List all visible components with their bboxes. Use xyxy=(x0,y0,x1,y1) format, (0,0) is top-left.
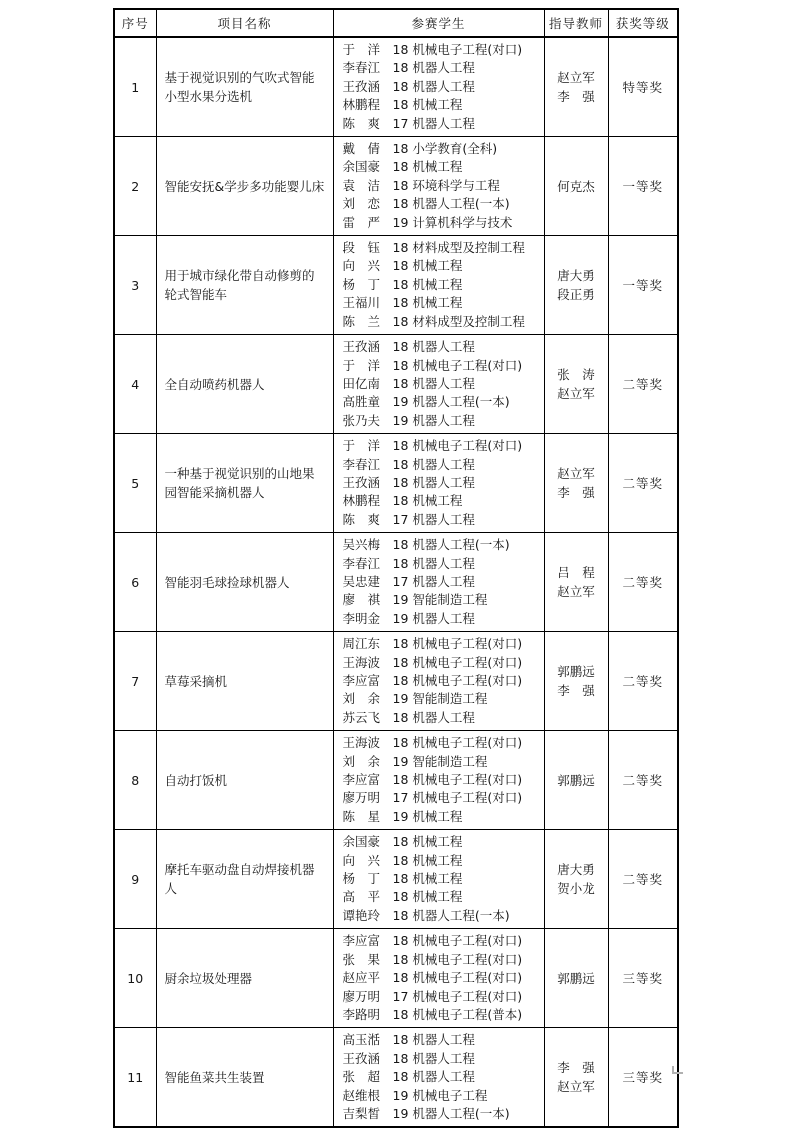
student-name: 李春江 xyxy=(342,555,381,571)
student-major: 18 机械电子工程(对口) xyxy=(392,970,523,986)
teacher-name: 郭鹏远 xyxy=(557,970,595,986)
student-line xyxy=(343,1006,540,1024)
row-number-cell: 7 xyxy=(114,632,156,731)
student-major: 18 机器人工程 xyxy=(392,1032,475,1048)
student-name: 陈 星 xyxy=(342,808,381,824)
teacher-name: 贺小龙 xyxy=(557,881,595,897)
student-major: 18 机械电子工程(对口) xyxy=(392,735,523,751)
student-major: 19 计算机科学与技术 xyxy=(392,214,513,230)
student-name: 于 洋 xyxy=(342,357,381,373)
student-line xyxy=(343,276,540,294)
project-name-cell: 全自动喷药机器人 xyxy=(156,335,333,434)
student-name: 王孜涵 xyxy=(342,78,381,94)
teacher-name: 唐大勇 xyxy=(557,268,595,284)
award-table xyxy=(113,8,679,1128)
teachers-cell xyxy=(544,137,608,236)
students-cell xyxy=(333,37,544,137)
project-name-cell: 厨余垃圾处理器 xyxy=(156,929,333,1028)
student-name: 廖万明 xyxy=(342,988,381,1004)
row-number-cell: 11 xyxy=(114,1028,156,1128)
student-name: 刘 恋 xyxy=(342,196,381,212)
student-major: 17 机器人工程 xyxy=(392,115,475,131)
student-major: 18 机械工程 xyxy=(392,834,463,850)
row-number-cell: 9 xyxy=(114,830,156,929)
students-cell xyxy=(333,830,544,929)
students-cell xyxy=(333,335,544,434)
teachers-cell xyxy=(544,533,608,632)
student-major: 18 机器人工程 xyxy=(392,1069,475,1085)
student-line xyxy=(343,1105,540,1123)
student-line xyxy=(343,610,540,628)
student-line xyxy=(343,852,540,870)
row-number-cell: 2 xyxy=(114,137,156,236)
table-row xyxy=(114,1028,678,1128)
student-line xyxy=(343,357,540,375)
student-name: 向 兴 xyxy=(342,852,381,868)
student-name: 李春江 xyxy=(342,456,381,472)
student-major: 18 机械工程 xyxy=(392,871,463,887)
student-name: 吉梨皙 xyxy=(342,1105,381,1121)
student-major: 18 机器人工程 xyxy=(392,78,475,94)
table-row xyxy=(114,434,678,533)
award-cell: 二等奖 xyxy=(608,731,678,830)
student-major: 18 机器人工程 xyxy=(392,1050,475,1066)
student-name: 高胜童 xyxy=(342,394,381,410)
student-major: 19 智能制造工程 xyxy=(392,753,488,769)
students-cell xyxy=(333,1028,544,1128)
student-name: 王孜涵 xyxy=(342,474,381,490)
row-number-cell: 3 xyxy=(114,236,156,335)
teacher-name: 张 涛 xyxy=(557,367,595,383)
table-row xyxy=(114,830,678,929)
student-name: 李明金 xyxy=(342,610,381,626)
student-line xyxy=(343,969,540,987)
student-major: 18 机械电子工程(对口) xyxy=(392,673,523,688)
header-row xyxy=(114,9,678,37)
student-major: 18 机器人工程 xyxy=(392,709,475,725)
student-line xyxy=(343,412,540,430)
teacher-name: 李 强 xyxy=(557,89,595,105)
student-name: 陈 兰 xyxy=(342,313,381,329)
student-line xyxy=(343,734,540,752)
project-name-cell: 智能羽毛球捡球机器人 xyxy=(156,533,333,632)
row-number-cell: 6 xyxy=(114,533,156,632)
teachers-cell xyxy=(544,929,608,1028)
row-number-cell: 1 xyxy=(114,37,156,137)
student-major: 18 机械电子工程(对口) xyxy=(392,933,523,949)
student-name: 杨 丁 xyxy=(342,276,381,292)
award-cell: 二等奖 xyxy=(608,830,678,929)
student-line xyxy=(343,833,540,851)
table-row xyxy=(114,929,678,1028)
student-name: 袁 洁 xyxy=(342,177,381,193)
student-line xyxy=(343,635,540,653)
student-major: 18 机械电子工程(对口) xyxy=(392,438,523,454)
teachers-cell xyxy=(544,830,608,929)
student-name: 李应富 xyxy=(342,772,381,788)
teacher-name: 郭鹏远 xyxy=(557,664,595,680)
student-line xyxy=(343,1031,540,1049)
student-name: 王孜涵 xyxy=(342,1050,381,1066)
student-name: 李春江 xyxy=(342,60,381,76)
student-major: 18 材料成型及控制工程 xyxy=(392,240,525,256)
student-major: 18 机械电子工程(对口) xyxy=(392,772,523,788)
student-name: 林鹏程 xyxy=(342,97,381,113)
student-line xyxy=(343,888,540,906)
teacher-name: 赵立军 xyxy=(557,584,595,600)
student-line xyxy=(343,313,540,331)
student-line xyxy=(343,96,540,114)
teachers-cell xyxy=(544,37,608,137)
student-line xyxy=(343,1050,540,1068)
student-major: 17 机器人工程 xyxy=(392,511,475,527)
student-line xyxy=(343,870,540,888)
student-line xyxy=(343,437,540,455)
student-name: 廖 祺 xyxy=(342,592,381,608)
student-name: 向 兴 xyxy=(342,258,381,274)
student-name: 戴 倩 xyxy=(342,141,381,157)
project-name-cell: 自动打饭机 xyxy=(156,731,333,830)
student-name: 雷 严 xyxy=(342,214,381,230)
student-line xyxy=(343,158,540,176)
student-line xyxy=(343,709,540,727)
student-major: 18 机器人工程 xyxy=(392,339,475,355)
student-major: 19 机器人工程(一本) xyxy=(392,394,510,410)
teacher-name: 何克杰 xyxy=(557,178,595,194)
student-major: 19 机械电子工程 xyxy=(392,1087,488,1103)
student-major: 18 机械工程 xyxy=(392,97,463,113)
student-name: 余国豪 xyxy=(342,834,381,850)
student-name: 刘 余 xyxy=(342,753,381,769)
student-line xyxy=(343,1087,540,1105)
student-line xyxy=(343,591,540,609)
teacher-name: 赵立军 xyxy=(557,466,595,482)
student-major: 19 智能制造工程 xyxy=(392,592,488,608)
student-major: 18 机器人工程(一本) xyxy=(392,907,510,923)
student-major: 18 环境科学与工程 xyxy=(392,177,500,193)
student-major: 18 机器人工程(一本) xyxy=(392,537,510,553)
student-line xyxy=(343,907,540,925)
student-major: 18 材料成型及控制工程 xyxy=(392,313,525,329)
student-name: 吴忠建 xyxy=(342,573,381,589)
student-major: 18 机械电子工程(对口) xyxy=(392,654,523,670)
award-cell: 特等奖 xyxy=(608,37,678,137)
award-cell: 一等奖 xyxy=(608,236,678,335)
table-row xyxy=(114,731,678,830)
student-line xyxy=(343,177,540,195)
project-name-cell: 用于城市绿化带自动修剪的轮式智能车 xyxy=(156,236,333,335)
student-major: 17 机械电子工程(对口) xyxy=(392,988,523,1004)
student-line xyxy=(343,672,540,690)
award-cell: 二等奖 xyxy=(608,533,678,632)
award-cell: 二等奖 xyxy=(608,335,678,434)
student-major: 18 机械电子工程(对口) xyxy=(392,42,523,57)
student-major: 18 机器人工程(一本) xyxy=(392,196,510,212)
student-name: 田亿南 xyxy=(342,375,381,391)
student-line xyxy=(343,338,540,356)
project-name-cell: 一种基于视觉识别的山地果园智能采摘机器人 xyxy=(156,434,333,533)
students-cell xyxy=(333,533,544,632)
student-line xyxy=(343,753,540,771)
student-name: 苏云飞 xyxy=(342,709,381,725)
students-cell xyxy=(333,929,544,1028)
student-line xyxy=(343,951,540,969)
row-number-cell: 8 xyxy=(114,731,156,830)
student-major: 18 机械工程 xyxy=(392,889,463,905)
student-line xyxy=(343,456,540,474)
award-cell: 三等奖 xyxy=(608,929,678,1028)
project-name-cell: 草莓采摘机 xyxy=(156,632,333,731)
student-line xyxy=(343,115,540,133)
teacher-name: 段正勇 xyxy=(557,287,595,303)
project-name-cell: 基于视觉识别的气吹式智能小型水果分选机 xyxy=(156,37,333,137)
student-name: 张 果 xyxy=(342,951,381,967)
student-major: 18 机器人工程 xyxy=(392,60,475,76)
teacher-name: 李 强 xyxy=(557,1060,595,1076)
student-major: 18 机械工程 xyxy=(392,159,463,175)
table-row xyxy=(114,533,678,632)
student-major: 18 机器人工程 xyxy=(392,375,475,391)
student-line xyxy=(343,771,540,789)
student-name: 张乃夫 xyxy=(342,412,381,428)
student-major: 19 智能制造工程 xyxy=(392,691,488,707)
students-cell xyxy=(333,236,544,335)
student-major: 18 机器人工程 xyxy=(392,456,475,472)
student-name: 李路明 xyxy=(342,1006,381,1022)
student-line xyxy=(343,1068,540,1086)
teachers-cell xyxy=(544,632,608,731)
col-header-award: 获奖等级 xyxy=(608,9,678,37)
student-name: 周江东 xyxy=(342,636,381,652)
student-line xyxy=(343,988,540,1006)
student-name: 陈 爽 xyxy=(342,115,381,131)
students-cell xyxy=(333,434,544,533)
student-name: 段 钰 xyxy=(342,240,381,256)
student-major: 18 机械工程 xyxy=(392,295,463,311)
students-cell xyxy=(333,731,544,830)
award-cell: 二等奖 xyxy=(608,632,678,731)
student-line xyxy=(343,789,540,807)
col-header-students: 参赛学生 xyxy=(333,9,544,37)
student-major: 18 机器人工程 xyxy=(392,555,475,571)
teachers-cell xyxy=(544,335,608,434)
student-line xyxy=(343,808,540,826)
student-name: 李应富 xyxy=(342,933,381,949)
student-major: 18 机械工程 xyxy=(392,852,463,868)
student-major: 18 机械电子工程(对口) xyxy=(392,357,523,373)
students-cell xyxy=(333,632,544,731)
student-line xyxy=(343,690,540,708)
row-number-cell: 5 xyxy=(114,434,156,533)
student-line xyxy=(343,474,540,492)
award-cell: 一等奖 xyxy=(608,137,678,236)
student-major: 19 机器人工程 xyxy=(392,610,475,626)
teachers-cell xyxy=(544,236,608,335)
page-corner-artifact xyxy=(672,1066,683,1074)
student-name: 王孜涵 xyxy=(342,339,381,355)
student-major: 19 机器人工程 xyxy=(392,412,475,428)
teacher-name: 李 强 xyxy=(557,683,595,699)
student-name: 于 洋 xyxy=(342,438,381,454)
col-header-no: 序号 xyxy=(114,9,156,37)
teacher-name: 李 强 xyxy=(557,485,595,501)
row-number-cell: 10 xyxy=(114,929,156,1028)
students-cell xyxy=(333,137,544,236)
student-name: 王福川 xyxy=(342,295,381,311)
teachers-cell xyxy=(544,434,608,533)
student-name: 高 平 xyxy=(342,889,381,905)
student-major: 18 机械工程 xyxy=(392,258,463,274)
student-major: 18 机械工程 xyxy=(392,276,463,292)
student-major: 19 机械工程 xyxy=(392,808,463,824)
student-line xyxy=(343,257,540,275)
student-name: 刘 余 xyxy=(342,691,381,707)
student-line xyxy=(343,573,540,591)
teacher-name: 赵立军 xyxy=(557,70,595,86)
row-number-cell: 4 xyxy=(114,335,156,434)
table-row xyxy=(114,335,678,434)
student-line xyxy=(343,393,540,411)
student-major: 18 机器人工程 xyxy=(392,474,475,490)
student-name: 谭艳玲 xyxy=(342,907,381,923)
award-cell: 二等奖 xyxy=(608,434,678,533)
student-name: 廖万明 xyxy=(342,790,381,806)
student-major: 18 机械电子工程(对口) xyxy=(392,636,523,652)
teacher-name: 吕 程 xyxy=(557,565,595,581)
student-name: 陈 爽 xyxy=(342,511,381,527)
table-row xyxy=(114,37,678,137)
student-major: 19 机器人工程(一本) xyxy=(392,1105,510,1121)
student-name: 王海波 xyxy=(342,654,381,670)
table-row xyxy=(114,236,678,335)
award-cell: 三等奖 xyxy=(608,1028,678,1128)
teacher-name: 赵立军 xyxy=(557,1079,595,1095)
teachers-cell xyxy=(544,731,608,830)
student-name: 吴兴梅 xyxy=(342,537,381,553)
project-name-cell: 智能安抚&学步多功能婴儿床 xyxy=(156,137,333,236)
student-line xyxy=(343,214,540,232)
teachers-cell xyxy=(544,1028,608,1128)
student-major: 18 机械电子工程(对口) xyxy=(392,951,523,967)
student-name: 王海波 xyxy=(342,735,381,751)
table-row xyxy=(114,632,678,731)
student-line xyxy=(343,195,540,213)
student-name: 赵维根 xyxy=(342,1087,381,1103)
student-line xyxy=(343,375,540,393)
student-line xyxy=(343,140,540,158)
student-line xyxy=(343,239,540,257)
student-major: 18 小学教育(全科) xyxy=(392,141,498,157)
col-header-teachers: 指导教师 xyxy=(544,9,608,37)
teacher-name: 赵立军 xyxy=(557,386,595,402)
student-name: 于 洋 xyxy=(342,42,381,57)
student-major: 17 机器人工程 xyxy=(392,573,475,589)
student-line xyxy=(343,555,540,573)
student-name: 李应富 xyxy=(342,673,381,688)
student-line xyxy=(343,59,540,77)
student-line xyxy=(343,932,540,950)
student-line xyxy=(343,654,540,672)
project-name-cell: 智能鱼菜共生装置 xyxy=(156,1028,333,1128)
student-name: 林鹏程 xyxy=(342,493,381,509)
student-name: 余国豪 xyxy=(342,159,381,175)
student-name: 赵应平 xyxy=(342,970,381,986)
student-name: 高玉湉 xyxy=(342,1032,381,1048)
student-line xyxy=(343,78,540,96)
teacher-name: 唐大勇 xyxy=(557,862,595,878)
student-name: 张 超 xyxy=(342,1069,381,1085)
project-name-cell: 摩托车驱动盘自动焊接机器人 xyxy=(156,830,333,929)
student-line xyxy=(343,492,540,510)
teacher-name: 郭鹏远 xyxy=(557,772,595,788)
student-line xyxy=(343,41,540,59)
table-row xyxy=(114,137,678,236)
student-major: 18 机械工程 xyxy=(392,493,463,509)
col-header-project: 项目名称 xyxy=(156,9,333,37)
student-line xyxy=(343,511,540,529)
student-line xyxy=(343,536,540,554)
student-line xyxy=(343,294,540,312)
student-major: 18 机械电子工程(普本) xyxy=(392,1006,523,1022)
student-major: 17 机械电子工程(对口) xyxy=(392,790,523,806)
student-name: 杨 丁 xyxy=(342,871,381,887)
